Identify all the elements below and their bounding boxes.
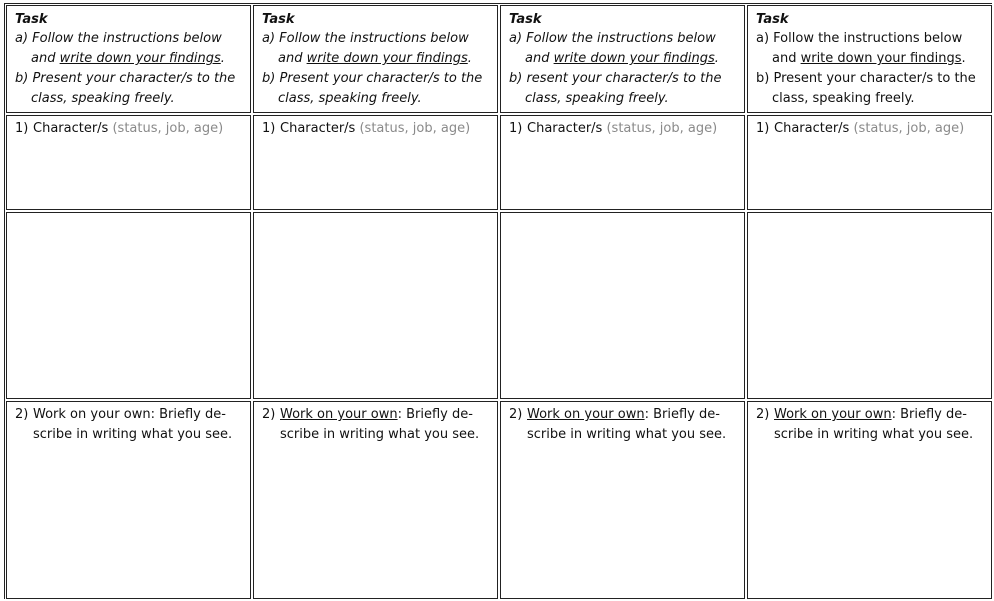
task-heading: Task	[15, 12, 48, 27]
character-cell-1[interactable]	[6, 115, 251, 210]
task-heading: Task	[756, 12, 789, 27]
write-down-findings-text: write down your findings	[59, 51, 221, 66]
description-prompt: 2) Work on your own: Briefly de- scribe in writing what you see.	[262, 407, 480, 442]
task-instruction-a: a) Follow the instructions below and write down your findings.	[756, 31, 966, 66]
character-cell-4[interactable]	[747, 115, 992, 210]
task-heading: Task	[509, 12, 542, 27]
character-cell-2[interactable]	[253, 115, 498, 210]
character-prompt: 1) Character/s (status, job, age)	[509, 121, 718, 136]
character-prompt: 1) Character/s (status, job, age)	[262, 121, 471, 136]
description-cell-1[interactable]	[6, 401, 251, 599]
worksheet-table	[4, 3, 992, 599]
character-prompt: 1) Character/s (status, job, age)	[15, 121, 224, 136]
task-instruction-b: b) Present your character/s to the class, speaking freely.	[15, 71, 236, 106]
description-prompt: 2) Work on your own: Briefly de- scribe in writing what you see.	[756, 407, 974, 442]
work-on-your-own-text: Work on your own	[280, 407, 398, 422]
task-instruction-a: a) Follow the instructions below and write down your findings.	[509, 31, 719, 66]
task-cell-1	[6, 5, 251, 113]
blank-cell-4[interactable]	[747, 212, 992, 399]
description-prompt: 2) Work on your own: Briefly de- scribe in writing what you see.	[15, 407, 233, 442]
character-cell-3[interactable]	[500, 115, 745, 210]
write-down-findings-text: write down your findings	[306, 51, 468, 66]
task-instruction-a: a) Follow the instructions below and write down your findings.	[15, 31, 225, 66]
blank-cell-1[interactable]	[6, 212, 251, 399]
task-instruction-a: a) Follow the instructions below and write down your findings.	[262, 31, 472, 66]
description-cell-2[interactable]	[253, 401, 498, 599]
work-on-your-own-text: Work on your own	[774, 407, 892, 422]
task-cell-3	[500, 5, 745, 113]
task-instruction-b: b) Present your character/s to the class, speaking freely.	[756, 71, 976, 106]
character-hint: (status, job, age)	[853, 121, 965, 136]
work-on-your-own-text: Work on your own	[527, 407, 645, 422]
description-cell-3[interactable]	[500, 401, 745, 599]
task-instruction-b: b) Present your character/s to the class, speaking freely.	[262, 71, 483, 106]
blank-cell-3[interactable]	[500, 212, 745, 399]
write-down-findings-text: write down your findings	[553, 51, 715, 66]
description-cell-4[interactable]	[747, 401, 992, 599]
task-cell-4	[747, 5, 992, 113]
task-cell-2	[253, 5, 498, 113]
task-instruction-b: b) resent your character/s to the class, speaking freely.	[509, 71, 722, 106]
character-hint: (status, job, age)	[606, 121, 718, 136]
blank-cell-2[interactable]	[253, 212, 498, 399]
character-prompt: 1) Character/s (status, job, age)	[756, 121, 965, 136]
character-hint: (status, job, age)	[359, 121, 471, 136]
character-hint: (status, job, age)	[112, 121, 224, 136]
write-down-findings-text: write down your findings	[800, 51, 962, 66]
description-prompt: 2) Work on your own: Briefly de- scribe in writing what you see.	[509, 407, 727, 442]
task-heading: Task	[262, 12, 295, 27]
